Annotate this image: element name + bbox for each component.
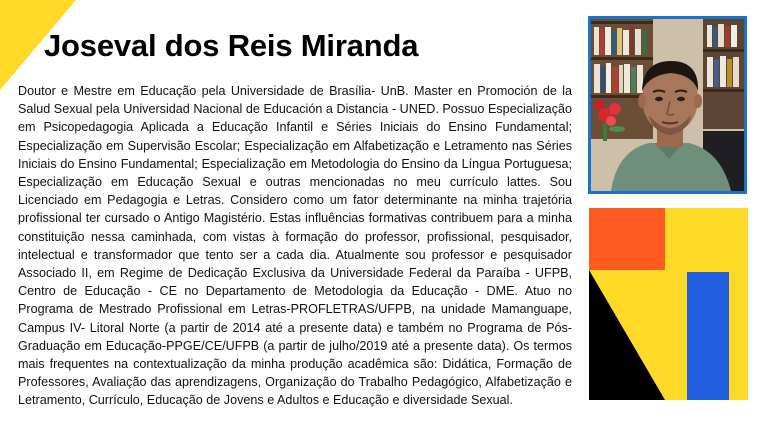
geometric-color-blocks <box>589 208 748 400</box>
blue-bar <box>687 272 729 400</box>
portrait-illustration <box>591 19 744 191</box>
orange-block <box>589 208 665 270</box>
speaker-name-title: Joseval dos Reis Miranda <box>44 28 419 63</box>
biography-text: Doutor e Mestre em Educação pela Universidade de Brasília- UnB. Master en Promoción de la Salud Sexual pela Universidad Nacional de Educación a Distancia - UNED. Possuo Especialização em Psicopedagogia Aplicada a Educação Infantil e Séries Iniciais do Ensino Fundamental; Especialização em Supervisão Escolar; Especialização em Alfabetização e Letramento nas Séries Iniciais do Ensino Fundamental; Especialização em Metodologia do Ensino da Língua Portuguesa; Especialização em Educação Sexual e outras mencionadas no meu currículo lattes. Sou Licenciado em Pedagogia e Letras. Considero como um fator determinante na minha trajetória profissional ter cursado o Antigo Magistério. Estas influências formativas contribuem para a minha constituição nessa caminhada, com vistas à formação do professor, profissional, pesquisador, intelectual e transformador que tento ser a cada dia. Atualmente sou professor e pesquisador Associado II, em Regime de Dedicação Exclusiva da Universidade Federal da Paraíba - UFPB, Centro de Educação - CE no Departamento de Metodologia da Educação - DME. Atuo no Programa de Mestrado Profissional em Letras-PROFLETRAS/UFPB, na unidade Mamanguape, Campus IV- Litoral Norte (a partir de 2014 até a presente data) e também no Programa de Pós-Graduação em Educação-PPGE/CE/UFPB (a partir de julho/2019 até a presente data). Os termos mais frequentes na contextualização da minha produção acadêmica são: Didática, Formação de Professores, Avaliação das aprendizagens, Organização do Trabalho Pedagógico, Alfabetização e Letramento, Currículo, Educação de Jovens e Adultos e Educação e diversidade Sexual. <box>18 84 572 408</box>
speaker-photo <box>588 16 747 194</box>
